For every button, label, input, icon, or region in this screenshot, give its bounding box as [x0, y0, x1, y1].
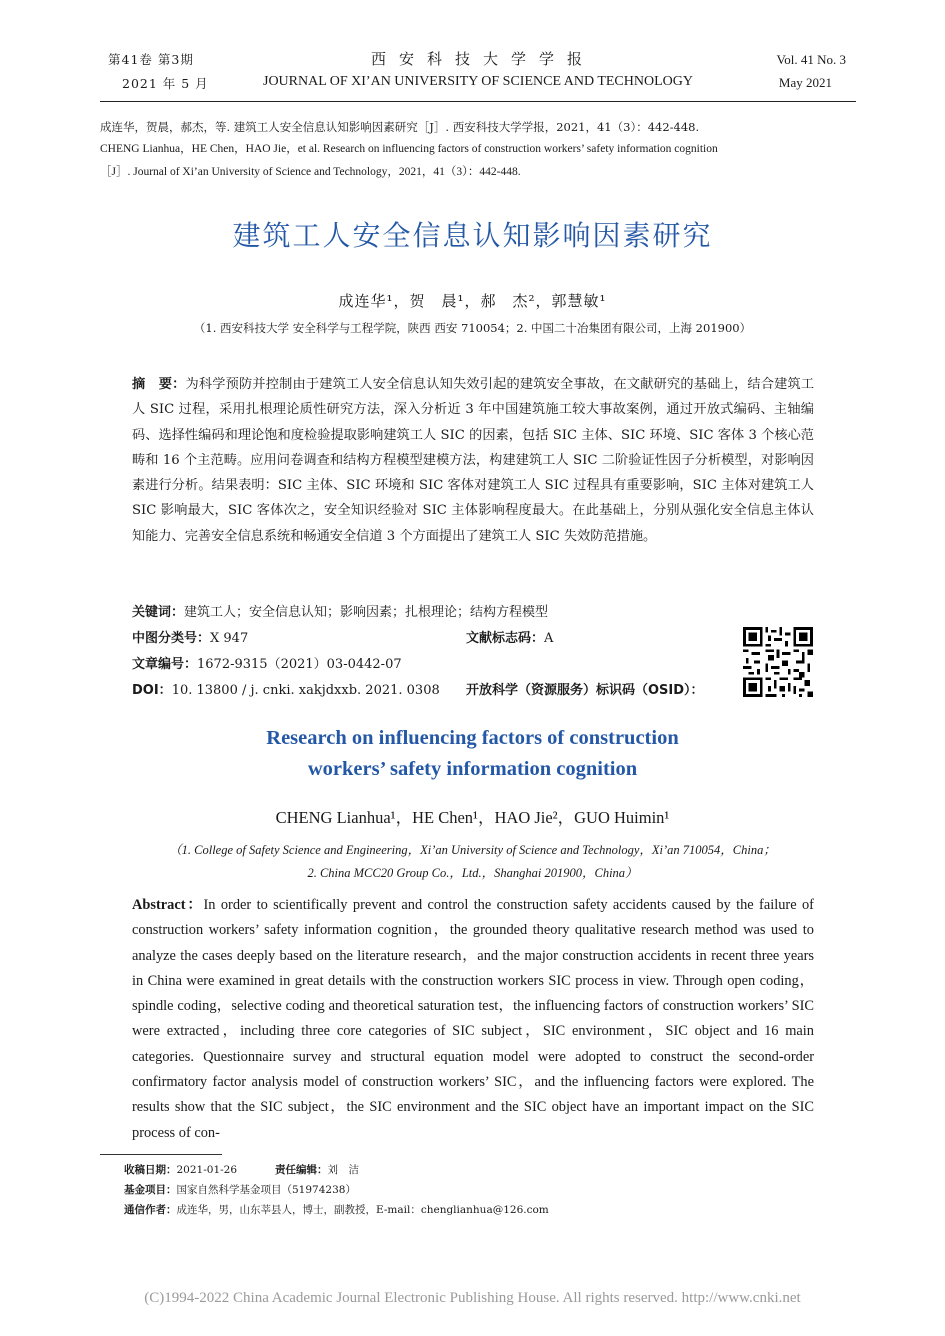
corr-text: 成连华，男，山东莘县人，博士，副教授，E-mail：chenglianhua@126.com — [176, 1204, 549, 1216]
clc-value: X 947 — [210, 631, 249, 646]
article-number-label: 文章编号： — [132, 657, 198, 672]
abstract-zh-text: 为科学预防并控制由于建筑工人安全信息认知失效引起的建筑安全事故，在文献研究的基础上，结合建筑工人 SIC 过程，采用扎根理论质性研究方法，深入分析近 3 年中国建筑施工较大事故案例，通过开放式编码、主轴编码、选择性编码和理论饱和度检验提取影响建筑工人 SIC 的因素，包括 SIC 主体、SIC 环境、SIC 客体 3 个核心范畴和 16 个主范畴。应用问卷调查和结构方程模型建模方法，构建建筑工人 SIC 二阶验证性因子分析模型，对影响因素进行分析。结果表明：SIC 主体、SIC 环境和 SIC 客体对建筑工人 SIC 过程具有重要影响，SIC 主体对建筑工人 SIC 影响最大，SIC 客体次之，安全知识经验对 SIC 主体影响程度最大。在此基础上，分别从强化安全信息主体认知能力、完善安全信息系统和畅通安全信道 3 个方面提出了建筑工人 SIC 失效防范措施。 — [132, 377, 815, 544]
volume-issue-zh: 第41卷 第3期 — [108, 52, 194, 67]
affiliation-zh: （1. 西安科技大学 安全科学与工程学院，陕西 西安 710054；2. 中国二十冶集团有限公司，上海 201900） — [193, 321, 752, 335]
editor-name: 刘 洁 — [327, 1164, 360, 1176]
abstract-en-label: Abstract： — [132, 897, 204, 913]
paper-title-en-line1: Research on influencing factors of construction — [266, 727, 679, 749]
paper-title-en-line2: workers’ safety information cognition — [307, 758, 638, 780]
affiliation-en-line2: 2. China MCC20 Group Co.，Ltd.，Shanghai 201900，China） — [307, 866, 638, 880]
citation-en-line1: CHENG Lianhua，HE Chen，HAO Jie，et al. Research on influencing factors of construction workers’ safety information cognition — [100, 143, 718, 155]
citation-zh: 成连华，贺晨，郝杰，等. 建筑工人安全信息认知影响因素研究［J］. 西安科技大学学报，2021，41（3）：442-448. — [100, 120, 700, 134]
editor-label: 责任编辑： — [275, 1164, 328, 1176]
abstract-zh — [132, 372, 814, 549]
article-number-value: 1672-9315（2021）03-0442-07 — [197, 657, 402, 672]
document-code — [466, 627, 553, 646]
doc-code-label: 文献标志码： — [466, 631, 545, 646]
copyright-watermark: (C)1994-2022 China Academic Journal Electronic Publishing House. All rights reserved. http://www.cnki.net — [144, 1290, 801, 1306]
volume-issue-en: Vol. 41 No. 3 — [776, 52, 846, 67]
citation-en-line2: ［J］. Journal of Xi’an University of Science and Technology，2021，41（3）：442-448. — [100, 166, 521, 178]
doi — [132, 679, 440, 698]
footnote-corresponding-author — [124, 1202, 549, 1217]
received-date: 2021-01-26 — [176, 1164, 238, 1176]
doi-value: 10. 13800 / j. cnki. xakjdxxb. 2021. 0308 — [171, 683, 440, 698]
fund-label: 基金项目： — [124, 1184, 177, 1196]
clc-number — [132, 627, 248, 646]
footnote-divider — [100, 1154, 222, 1155]
keywords-label: 关键词： — [132, 605, 185, 620]
footnote-fund — [124, 1182, 356, 1197]
received-label: 收稿日期： — [124, 1164, 177, 1176]
clc-label: 中图分类号： — [132, 631, 211, 646]
doc-code-value: A — [544, 631, 554, 646]
doi-label: DOI： — [132, 683, 172, 698]
fund-text: 国家自然科学基金项目（51974238） — [176, 1184, 356, 1196]
osid — [466, 679, 704, 698]
abstract-en-text: In order to scientifically prevent and control the construction safety accidents caused by the failure of construction workers’ safety information cognition，the grounded theory qualitative research method was used to analyze the cases deeply based on the literature research，and the major construction accidents in recent three years in China were examined in great details with the construction workers SIC process in view. Through open coding，spindle coding，selective coding and theoretical saturation test，the influencing factors of construction workers’ SIC were extracted，including three core categories of SIC subject，SIC environment，SIC object and 16 main categories. Questionnaire survey and structural equation model were adopted to construct the second-order confirmatory factor analysis model of construction workers’ SIC，and the influencing factors were explored. The results show that the SIC subject，the SIC environment and the SIC object have an important impact on the SIC process of con- — [132, 897, 814, 1141]
journal-name-zh: 西安科技大学学报 — [370, 50, 595, 68]
affiliation-en-line1: （1. College of Safety Science and Engineering，Xi’an University of Science and Technology，Xi’an 710054，China； — [169, 843, 776, 857]
date-en: May 2021 — [778, 75, 832, 90]
date-zh: 2021 年 5 月 — [122, 76, 209, 91]
footnote-received — [124, 1162, 359, 1177]
keywords-text: 建筑工人；安全信息认知；影响因素；扎根理论；结构方程模型 — [184, 605, 549, 620]
keywords-zh — [132, 601, 548, 620]
abstract-en — [132, 893, 814, 1146]
paper-title-zh: 建筑工人安全信息认知影响因素研究 — [232, 219, 713, 252]
authors-zh: 成连华¹，贺 晨¹，郝 杰²，郭慧敏¹ — [338, 292, 607, 310]
authors-en: CHENG Lianhua¹，HE Chen¹，HAO Jie²，GUO Huimin¹ — [275, 808, 670, 827]
corr-label: 通信作者： — [124, 1204, 177, 1216]
osid-label: 开放科学（资源服务）标识码（OSID）： — [466, 683, 704, 698]
abstract-zh-label: 摘 要： — [132, 377, 186, 392]
article-number — [132, 653, 402, 672]
journal-header — [100, 46, 856, 102]
journal-name-en: JOURNAL OF XI’AN UNIVERSITY OF SCIENCE AND TECHNOLOGY — [263, 74, 693, 89]
qr-code-icon[interactable] — [743, 627, 813, 697]
